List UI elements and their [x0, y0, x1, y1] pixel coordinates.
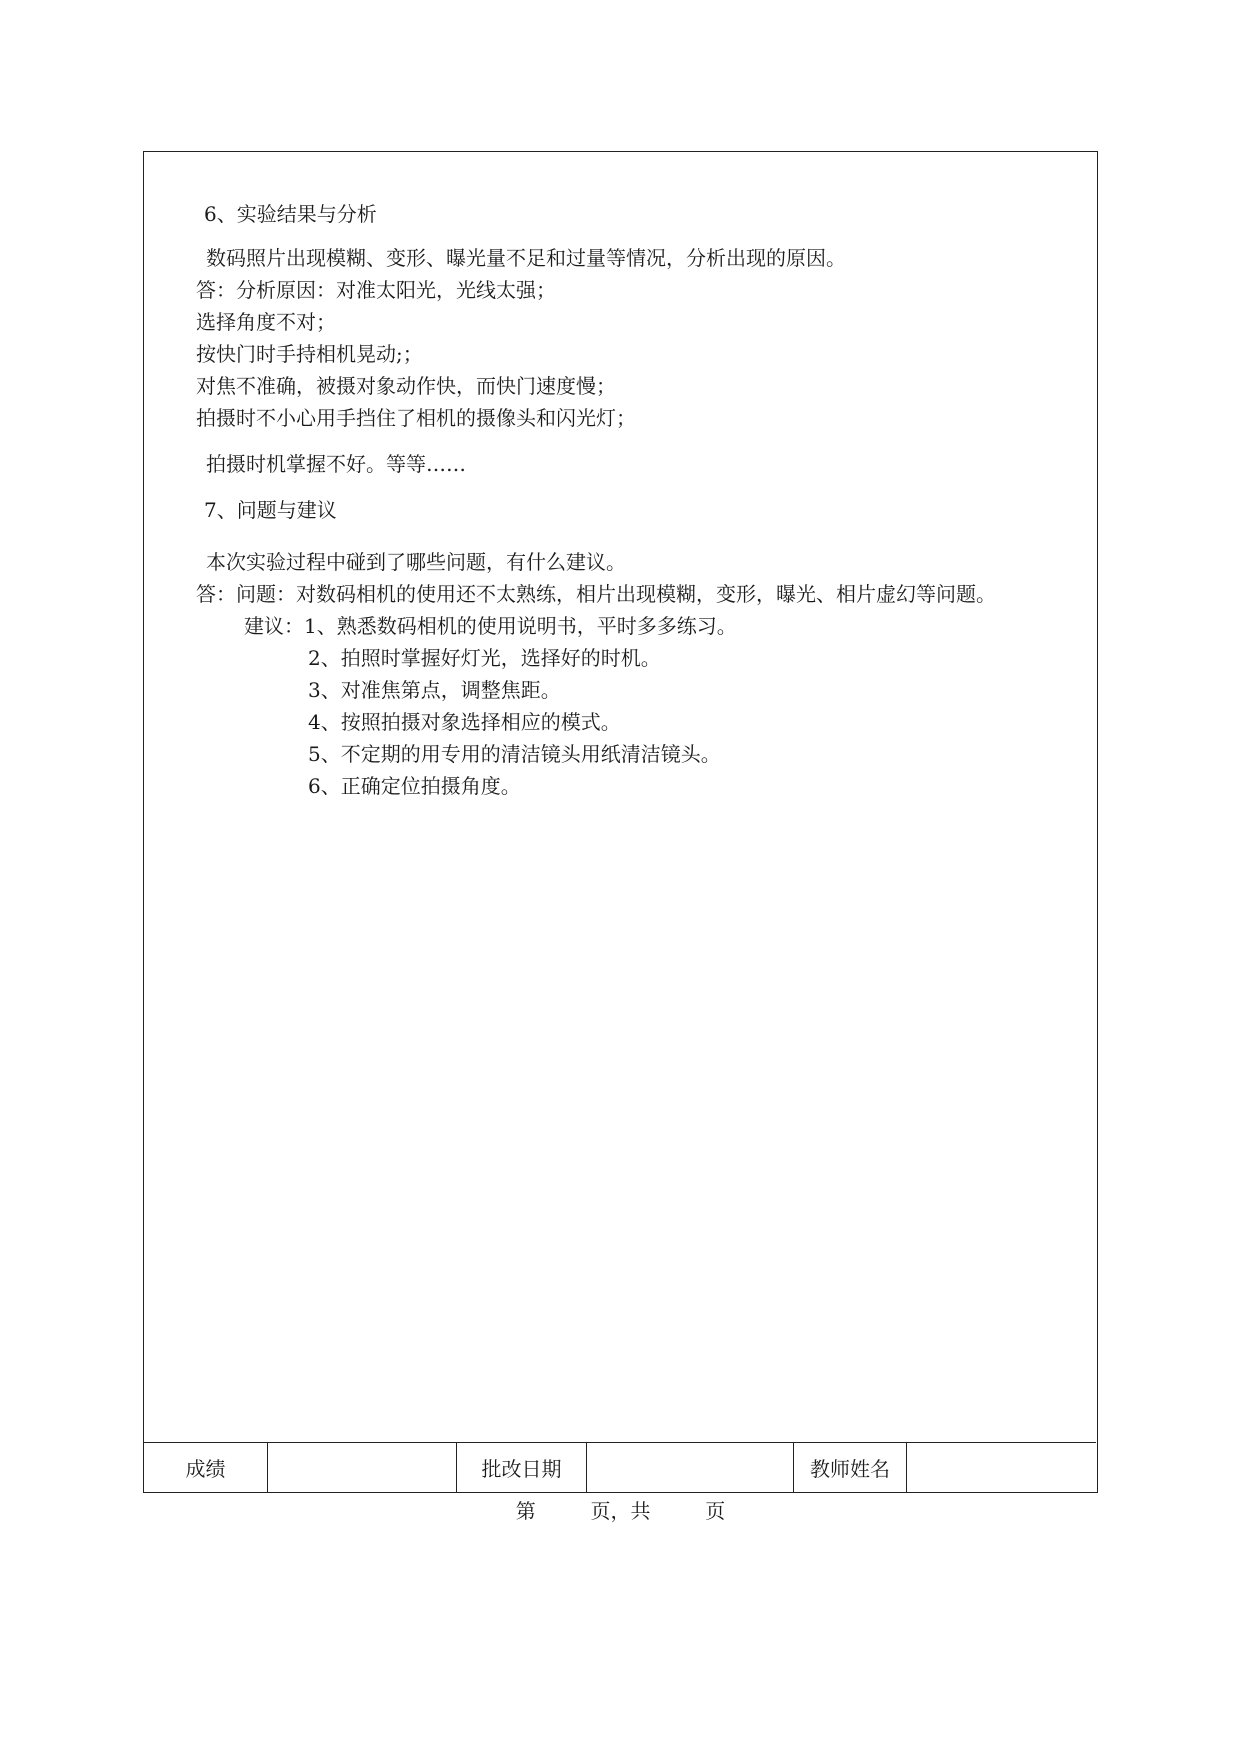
- grading-date-label: 批改日期: [457, 1443, 587, 1492]
- grading-date-value: [587, 1443, 794, 1492]
- score-value: [268, 1443, 457, 1492]
- section6-answer-line: 答：分析原因：对准太阳光，光线太强；: [196, 278, 556, 302]
- section7-answer: 答：问题：对数码相机的使用还不太熟练，相片出现模糊，变形，曝光、相片虚幻等问题。: [196, 582, 996, 606]
- suggestion-item: 4、按照拍摄对象选择相应的模式。: [308, 710, 621, 734]
- teacher-name-value: [907, 1443, 1096, 1492]
- page-number: [0, 1497, 1241, 1525]
- score-label: 成绩: [144, 1443, 268, 1492]
- suggestion-item: 建议：1、熟悉数码相机的使用说明书，平时多多练习。: [244, 614, 737, 638]
- report-frame: [143, 151, 1098, 1493]
- suggestion-item: 6、正确定位拍摄角度。: [308, 774, 521, 798]
- page-number-prefix: 第: [515, 1499, 536, 1523]
- section6-heading: 6、实验结果与分析: [204, 202, 377, 226]
- section6-question: 数码照片出现模糊、变形、曝光量不足和过量等情况，分析出现的原因。: [206, 246, 846, 270]
- suggestion-item: 3、对准焦第点，调整焦距。: [308, 678, 561, 702]
- page-number-middle: 页，共: [590, 1499, 651, 1523]
- section6-closing: 拍摄时机掌握不好。等等……: [206, 452, 466, 476]
- grading-table: [144, 1442, 1096, 1492]
- page-number-suffix: 页: [705, 1499, 726, 1523]
- section6-answer-line: 按快门时手持相机晃动;；: [196, 342, 423, 366]
- teacher-name-label: 教师姓名: [794, 1443, 907, 1492]
- section7-question: 本次实验过程中碰到了哪些问题，有什么建议。: [206, 550, 626, 574]
- suggestion-item: 2、拍照时掌握好灯光，选择好的时机。: [308, 646, 661, 670]
- section6-answer-line: 对焦不准确，被摄对象动作快，而快门速度慢；: [196, 374, 616, 398]
- suggestion-item: 5、不定期的用专用的清洁镜头用纸清洁镜头。: [308, 742, 721, 766]
- section6-answer-line: 选择角度不对；: [196, 310, 336, 334]
- section6-answer-line: 拍摄时不小心用手挡住了相机的摄像头和闪光灯；: [196, 406, 636, 430]
- section7-heading: 7、问题与建议: [204, 498, 337, 522]
